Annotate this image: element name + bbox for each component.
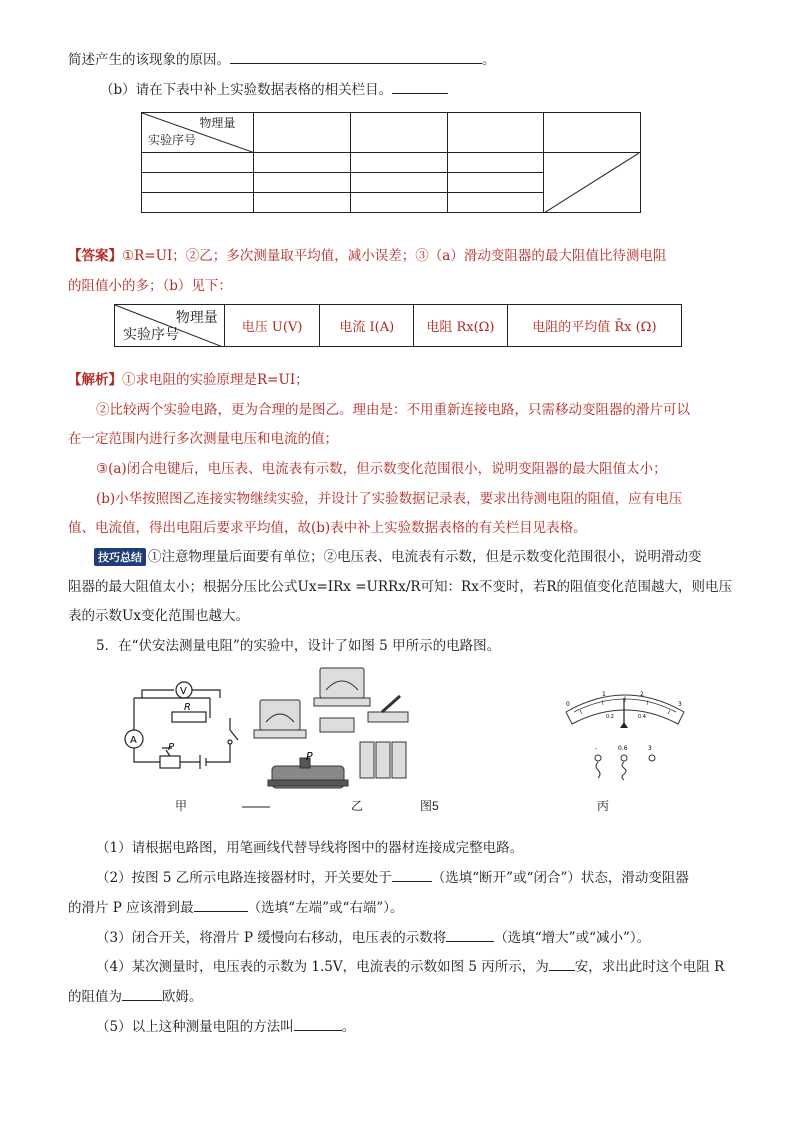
svg-text:0.4: 0.4 — [638, 714, 646, 720]
svg-text:P: P — [168, 742, 175, 753]
answer-blank[interactable] — [392, 92, 448, 94]
apparatus-picture — [242, 662, 422, 814]
analysis-line-4: ③(a)闭合电键后，电压表、电流表有示数，但示数变化范围很小，说明变阻器的最大阻值太小； — [96, 461, 667, 477]
analysis-line-1: 【解析】①求电阻的实验原理是R=UI； — [68, 372, 309, 388]
answer-line-2: 的阻值小的多；（b）见下： — [68, 278, 232, 294]
tips-badge: 技巧总结 — [94, 548, 146, 566]
data-table-empty — [141, 112, 641, 213]
slashed-cell — [544, 153, 641, 213]
intro-line-2: （b）请在下表中补上实验数据表格的相关栏目。 — [100, 78, 448, 98]
diagonal-header-cell: 物理量 实验序号 — [115, 305, 225, 347]
svg-text:3: 3 — [678, 701, 682, 708]
svg-text:V: V — [180, 686, 187, 697]
svg-text:0.6: 0.6 — [618, 745, 628, 752]
svg-text:3: 3 — [648, 745, 652, 752]
analysis-line-3: 在一定范围内进行多次测量电压和电流的值； — [68, 431, 338, 447]
tips-line-2: 阻器的最大阻值太小；根据分压比公式Ux=IRx =URRx/R可知：Rx不变时，若R的阻值变化范围越大，则电压 — [68, 579, 732, 595]
col-avg-resistance: 电阻的平均值 R̄x (Ω) — [507, 305, 681, 347]
analysis-line-2: ②比较两个实验电路，更为合理的是图乙。理由是：不用重新连接电路，只需移动变阻器的滑片可以 — [96, 402, 690, 418]
circuit-diagram — [122, 670, 242, 786]
intro-line-1: 简述产生的该现象的原因。 。 — [68, 52, 496, 68]
diagonal-header-cell: 物理量 实验序号 — [142, 113, 254, 153]
fig-label-jia: 甲 — [175, 799, 188, 813]
q5-sub-5: （5）以上这种测量电阻的方法叫 。 — [96, 1019, 356, 1035]
answer-blank[interactable] — [194, 910, 248, 912]
answer-table — [114, 304, 682, 347]
analysis-line-5: (b)小华按照图乙连接实物继续实验，并设计了实验数据记录表，要求出待测电阻的阻值，应有电压 — [96, 491, 683, 507]
fig-caption: 图5 — [420, 799, 439, 813]
svg-text:R: R — [184, 702, 191, 713]
fig-label-bing: 丙 — [597, 799, 610, 813]
svg-text:A: A — [130, 735, 137, 746]
col-current: 电流 I(A) — [320, 305, 414, 347]
answer-blank[interactable] — [392, 880, 432, 882]
q5-sub-4-line-2: 的阻值为 欧姆。 — [68, 989, 203, 1005]
q5-sub-2-line-2: 的滑片 P 应该滑到最 （选填“左端”或“右端”）。 — [68, 900, 404, 916]
answer-blank[interactable] — [122, 999, 162, 1001]
svg-text:0.2: 0.2 — [606, 714, 614, 720]
q5-title: 5．在“伏安法测量电阻”的实验中，设计了如图 5 甲所示的电路图。 — [96, 638, 501, 654]
tips-line-3: 表的示数Ux变化范围也越大。 — [68, 608, 249, 624]
svg-text:P: P — [306, 750, 313, 763]
col-resistance: 电阻 Rx(Ω) — [414, 305, 508, 347]
ammeter-dial — [560, 684, 690, 788]
q5-sub-3: （3）闭合开关，将滑片 P 缓慢向右移动，电压表的示数将 （选填“增大”或“减小”）。 — [96, 930, 651, 946]
analysis-line-6: 值、电流值，得出电阻后要求平均值，故(b)表中补上实验数据表格的有关栏目见表格。 — [68, 520, 587, 536]
tips-line-1: 技巧总结 ①注意物理量后面要有单位；②电压表、电流表有示数，但是示数变化范围很小，说明滑动变 — [94, 545, 702, 566]
q5-sub-2-line-1: （2）按图 5 乙所示电路连接器材时，开关要处于 （选填“断开”或“闭合”）状态，滑动变阻器 — [96, 870, 689, 886]
svg-text:0: 0 — [566, 701, 570, 708]
answer-blank[interactable] — [549, 969, 575, 971]
svg-text:-: - — [595, 745, 598, 752]
answer-line-1: 【答案】①R=UI；②乙；多次测量取平均值，减小误差；③（a）滑动变阻器的最大阻值比待测电阻 — [68, 248, 667, 264]
q5-sub-1: （1）请根据电路图，用笔画线代替导线将图中的器材连接成完整电路。 — [96, 840, 524, 856]
answer-blank[interactable] — [446, 940, 494, 942]
answer-blank[interactable] — [230, 62, 482, 64]
fig-label-yi: 乙 — [351, 799, 364, 813]
svg-text:1: 1 — [602, 691, 606, 698]
answer-blank[interactable] — [294, 1029, 342, 1031]
col-voltage: 电压 U(V) — [224, 305, 320, 347]
svg-text:2: 2 — [640, 691, 644, 698]
q5-sub-4-line-1: （4）某次测量时，电压表的示数为 1.5V，电流表的示数如图 5 丙所示，为 安，求出此时这个电阻 R — [96, 959, 725, 975]
